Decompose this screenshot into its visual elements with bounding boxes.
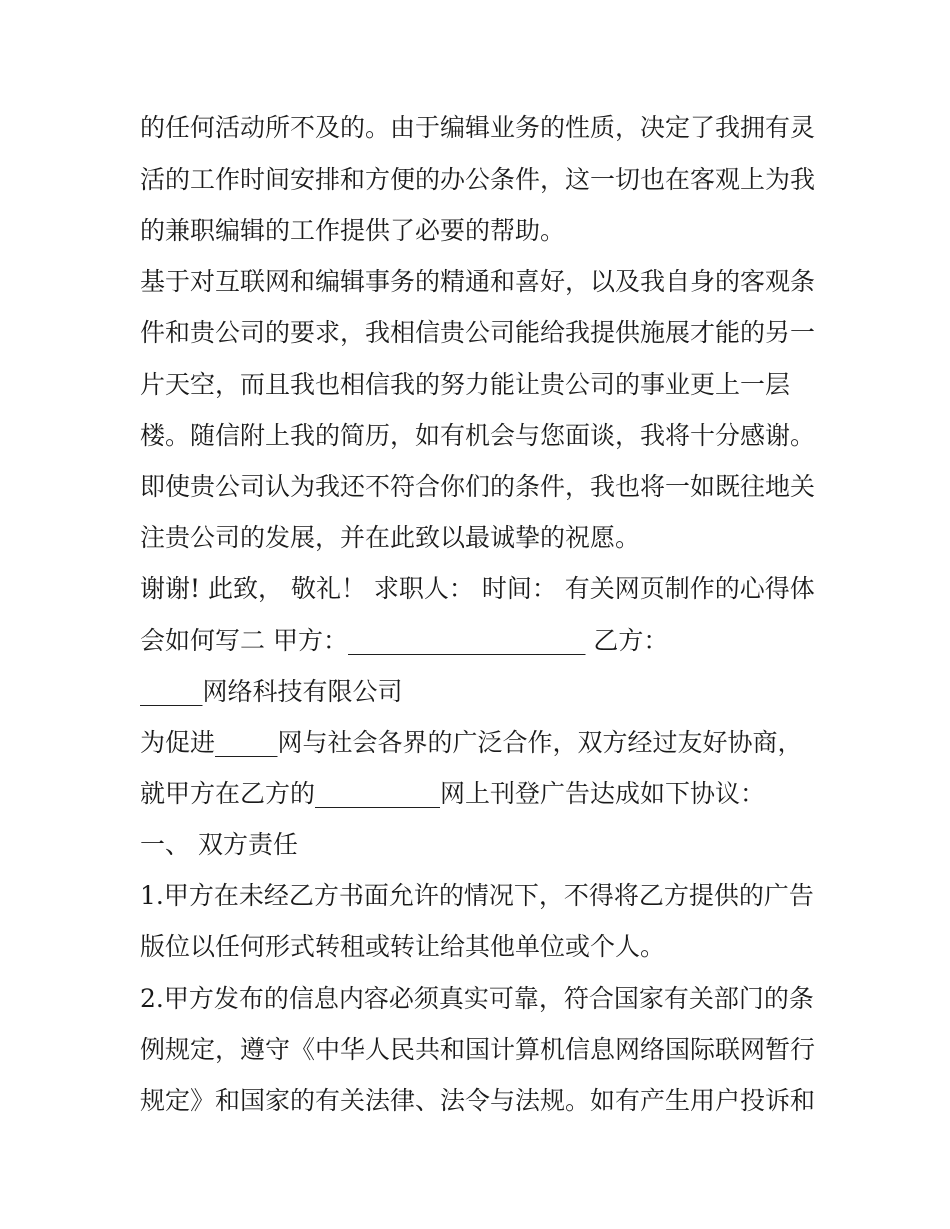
text-line: 版位以任何形式转租或转让给其他单位或个人。 (140, 932, 666, 961)
text-line: 谢谢! 此致， 敬礼！ 求职人： 时间： 有关网页制作的心得体 (140, 574, 815, 603)
text-line: 1.甲方在未经乙方书面允许的情况下，不得将乙方提供的广告 (140, 881, 814, 910)
text-line: 为促进_____网与社会各界的广泛合作，双方经过友好协商， (140, 728, 803, 757)
text-line: 即使贵公司认为我还不符合你们的条件，我也将一如既往地关 (140, 472, 816, 501)
text-line: 规定》和国家的有关法律、法令与法规。如有产生用户投诉和 (140, 1086, 816, 1115)
section-heading: 一、 双方责任 (140, 830, 298, 859)
text-line: 活的工作时间安排和方便的办公条件，这一切也在客观上为我 (140, 165, 816, 194)
text-line: 注贵公司的发展，并在此致以最诚挚的祝愿。 (140, 523, 641, 552)
text-line: 2.甲方发布的信息内容必须真实可靠，符合国家有关部门的条 (140, 984, 814, 1013)
text-line: 会如何写二 甲方：___________________ 乙方： (140, 626, 669, 655)
text-line: 例规定，遵守《中华人民共和国计算机信息网络国际联网暂行 (140, 1035, 816, 1064)
text-line: _____网络科技有限公司 (140, 677, 403, 706)
text-line: 件和贵公司的要求，我相信贵公司能给我提供施展才能的另一 (140, 318, 816, 347)
text-line: 基于对互联网和编辑事务的精通和喜好，以及我自身的客观条 (140, 267, 816, 296)
text-line: 片天空，而且我也相信我的努力能让贵公司的事业更上一层 (140, 370, 791, 399)
text-line: 就甲方在乙方的__________网上刊登广告达成如下协议： (140, 779, 766, 808)
text-line: 的兼职编辑的工作提供了必要的帮助。 (140, 216, 566, 245)
text-line: 的任何活动所不及的。由于编辑业务的性质，决定了我拥有灵 (140, 113, 816, 142)
text-line: 楼。随信附上我的简历，如有机会与您面谈，我将十分感谢。 (140, 421, 816, 450)
